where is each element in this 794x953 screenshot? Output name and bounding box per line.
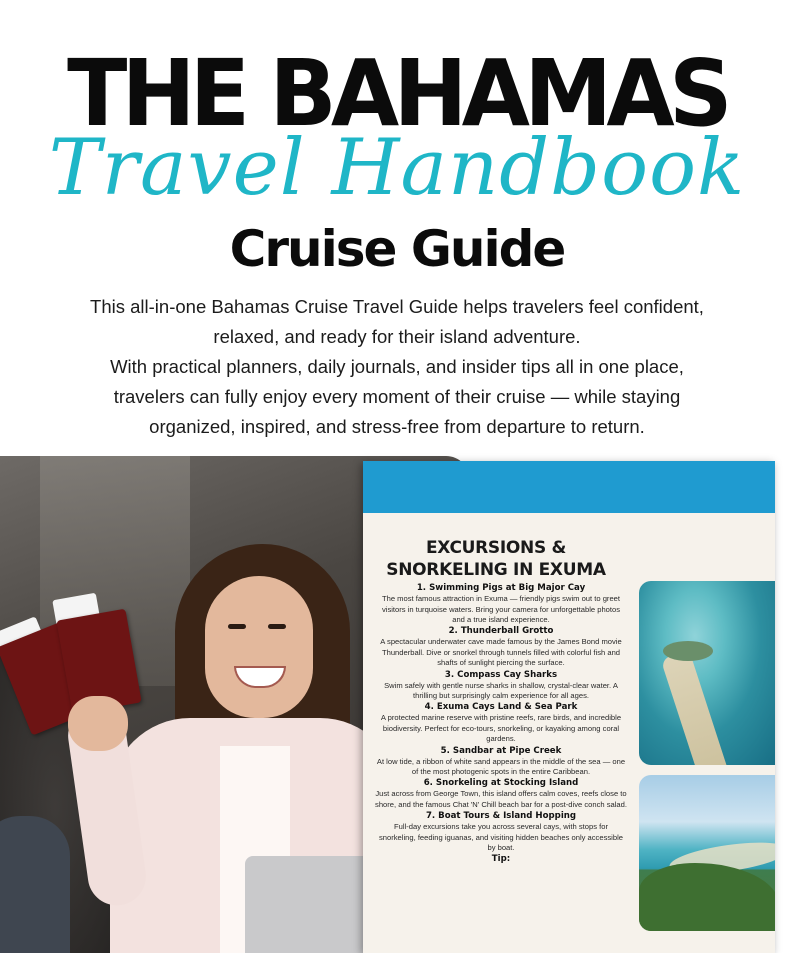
list-item bbox=[375, 583, 627, 626]
item-text: A spectacular underwater cave made famous by the James Bond movie Thunderball. Dive or snorkel through tunnels filled with colorful fish and shafts of sunlight piercing the surface. bbox=[380, 637, 622, 668]
intro-line-5: organized, inspired, and stress-free from departure to return. bbox=[149, 416, 645, 437]
item-heading: 4. Exuma Cays Land & Sea Park bbox=[424, 702, 578, 713]
page-header-band bbox=[363, 461, 775, 513]
background-person bbox=[0, 816, 70, 953]
green-land bbox=[639, 863, 775, 931]
item-text: The most famous attraction in Exuma — friendly pigs swim out to greet visitors in turquoise waters. Bring your camera for unforgettable photos and a true island experience. bbox=[381, 594, 621, 625]
hand bbox=[68, 696, 128, 751]
face bbox=[205, 576, 313, 718]
item-heading: 6. Snorkeling at Stocking Island bbox=[423, 778, 579, 789]
item-text: At low tide, a ribbon of white sand appears in the middle of the sea — one of the most photogenic spots in the entire Caribbean. bbox=[376, 756, 626, 777]
island bbox=[663, 641, 713, 661]
subtitle: Cruise Guide bbox=[229, 220, 565, 278]
eye-right bbox=[268, 624, 286, 629]
item-text: Full-day excursions take you across several cays, with stops for snorkeling, feeding iguanas, and visiting hidden beaches only accessible by boat. bbox=[378, 821, 623, 853]
item-text: A protected marine reserve with pristine reefs, rare birds, and incredible biodiversity. Perfect for eco-tours, snorkeling, or kayaking among coral gardens. bbox=[380, 713, 622, 744]
list-item bbox=[375, 670, 627, 702]
list-item bbox=[375, 702, 627, 745]
aerial-island-photo bbox=[639, 581, 775, 765]
list-item bbox=[375, 811, 627, 854]
intro-line-3: With practical planners, daily journals, and insider tips all in one place, bbox=[110, 356, 684, 377]
page-title bbox=[373, 537, 619, 581]
item-heading: 5. Sandbar at Pipe Creek bbox=[440, 745, 562, 756]
intro-line-4: travelers can fully enjoy every moment of their cruise — while staying bbox=[113, 386, 681, 407]
laptop bbox=[245, 856, 375, 953]
intro-line-2: relaxed, and ready for their island adventure. bbox=[213, 326, 581, 347]
eye-left bbox=[228, 624, 246, 629]
page-title-line-2: SNORKELING IN EXUMA bbox=[386, 560, 606, 580]
page-title-line-1: EXCURSIONS & bbox=[425, 538, 567, 558]
item-heading: 1. Swimming Pigs at Big Major Cay bbox=[416, 583, 586, 593]
item-heading: 2. Thunderball Grotto bbox=[448, 626, 554, 637]
item-heading: 3. Compass Cay Sharks bbox=[444, 669, 558, 680]
intro-paragraph bbox=[60, 292, 734, 442]
list-item bbox=[375, 746, 627, 778]
item-text: Just across from George Town, this island offers calm coves, reefs close to shore, and the famous Chat 'N' Chill beach bar for a post-dive conch salad. bbox=[375, 789, 627, 809]
guide-page-preview bbox=[363, 461, 775, 953]
item-heading: 7. Boat Tours & Island Hopping bbox=[425, 810, 577, 821]
coastline-photo bbox=[639, 775, 775, 931]
main-title: THE BAHAMAS bbox=[67, 40, 727, 147]
excursion-list bbox=[375, 583, 627, 865]
sandbar bbox=[661, 650, 736, 765]
list-item bbox=[375, 626, 627, 669]
item-text: Swim safely with gentle nurse sharks in shallow, crystal-clear water. A thrilling but surprisingly calm experience for all ages. bbox=[384, 680, 618, 701]
script-title: Travel Handbook bbox=[48, 123, 746, 213]
list-item bbox=[375, 778, 627, 810]
intro-line-1: This all-in-one Bahamas Cruise Travel Guide helps travelers feel confident, bbox=[90, 296, 704, 317]
tip-label: Tip: bbox=[491, 854, 511, 865]
